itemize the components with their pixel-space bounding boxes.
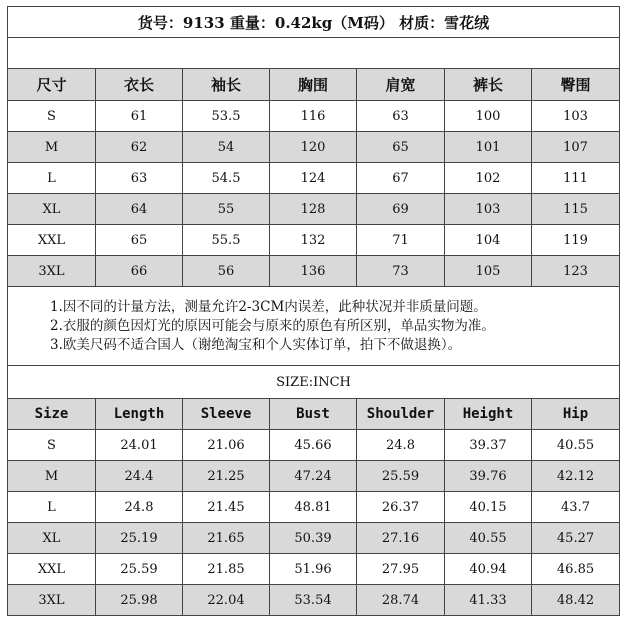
en-cell: 47.24 (270, 461, 357, 492)
cn-cell: 53.5 (183, 101, 270, 132)
cn-cell: S (8, 101, 96, 132)
en-cell: 24.01 (96, 430, 183, 461)
product-title: 货号：9133 重量：0.42kg（M码） 材质：雪花绒 (8, 7, 620, 38)
cn-cell: 73 (357, 256, 445, 287)
cn-cell: 63 (96, 163, 183, 194)
cn-cell: 63 (357, 101, 445, 132)
notes-cell (8, 287, 620, 366)
en-cell: 21.85 (183, 554, 270, 585)
cn-header-cell: 衣长 (96, 69, 183, 101)
cn-cell: 103 (532, 101, 620, 132)
blank-row (8, 38, 620, 69)
cn-cell: 55.5 (183, 225, 270, 256)
note-line: 2.衣服的颜色因灯光的原因可能会与原来的原色有所区别，单品实物为准。 (50, 317, 495, 334)
unit-row (8, 366, 620, 399)
en-header-row (8, 399, 620, 430)
en-cell: 45.27 (532, 523, 620, 554)
notes-row (8, 287, 620, 366)
cn-cell: 119 (532, 225, 620, 256)
en-header-cell: Bust (270, 399, 357, 430)
en-header-cell: Height (445, 399, 532, 430)
cn-cell: 69 (357, 194, 445, 225)
cn-cell: 100 (445, 101, 532, 132)
en-header-cell: Size (8, 399, 96, 430)
en-cell: 21.25 (183, 461, 270, 492)
en-cell: 45.66 (270, 430, 357, 461)
cn-cell: 66 (96, 256, 183, 287)
en-cell: L (8, 492, 96, 523)
cn-cell: 116 (270, 101, 357, 132)
cn-cell: 107 (532, 132, 620, 163)
cn-header-cell: 臀围 (532, 69, 620, 101)
cn-cell: 67 (357, 163, 445, 194)
en-cell: 51.96 (270, 554, 357, 585)
cn-table-row (8, 163, 620, 194)
cn-header-cell: 胸围 (270, 69, 357, 101)
cn-cell: 136 (270, 256, 357, 287)
cn-cell: XL (8, 194, 96, 225)
en-cell: 21.06 (183, 430, 270, 461)
cn-cell: XXL (8, 225, 96, 256)
cn-cell: 104 (445, 225, 532, 256)
cn-cell: 3XL (8, 256, 96, 287)
en-cell: 22.04 (183, 585, 270, 616)
en-table-row (8, 461, 620, 492)
unit-label: SIZE:INCH (8, 366, 620, 399)
en-cell: XXL (8, 554, 96, 585)
en-cell: 39.37 (445, 430, 532, 461)
en-cell: 39.76 (445, 461, 532, 492)
cn-table-row (8, 101, 620, 132)
en-table-row (8, 554, 620, 585)
en-cell: 40.15 (445, 492, 532, 523)
en-cell: 46.85 (532, 554, 620, 585)
cn-header-cell: 尺寸 (8, 69, 96, 101)
cn-cell: 115 (532, 194, 620, 225)
en-header-cell: Sleeve (183, 399, 270, 430)
cn-cell: 103 (445, 194, 532, 225)
cn-cell: 54.5 (183, 163, 270, 194)
cn-cell: 55 (183, 194, 270, 225)
cn-cell: 71 (357, 225, 445, 256)
en-cell: S (8, 430, 96, 461)
en-table-row (8, 492, 620, 523)
cn-cell: 65 (96, 225, 183, 256)
cn-cell: 124 (270, 163, 357, 194)
en-cell: 21.45 (183, 492, 270, 523)
cn-cell: 65 (357, 132, 445, 163)
en-cell: 21.65 (183, 523, 270, 554)
en-cell: 24.4 (96, 461, 183, 492)
cn-cell: 111 (532, 163, 620, 194)
cn-table-row (8, 256, 620, 287)
cn-table-row (8, 194, 620, 225)
cn-cell: 56 (183, 256, 270, 287)
en-cell: 25.19 (96, 523, 183, 554)
size-chart (7, 6, 620, 616)
cn-cell: 132 (270, 225, 357, 256)
en-cell: 3XL (8, 585, 96, 616)
en-cell: 26.37 (357, 492, 445, 523)
title-row (8, 7, 620, 38)
cn-cell: 102 (445, 163, 532, 194)
cn-header-cell: 裤长 (445, 69, 532, 101)
cn-cell: 54 (183, 132, 270, 163)
note-line: 3.欧美尺码不适合国人（谢绝淘宝和个人实体订单，拍下不做退换）。 (50, 336, 462, 353)
en-cell: 25.59 (96, 554, 183, 585)
en-cell: 24.8 (357, 430, 445, 461)
en-cell: 42.12 (532, 461, 620, 492)
cn-cell: 105 (445, 256, 532, 287)
cn-cell: 64 (96, 194, 183, 225)
cn-cell: 101 (445, 132, 532, 163)
en-table-row (8, 523, 620, 554)
en-cell: 40.55 (532, 430, 620, 461)
blank-cell (8, 38, 620, 69)
en-header-cell: Length (96, 399, 183, 430)
cn-header-row (8, 69, 620, 101)
en-table-row (8, 585, 620, 616)
cn-header-cell: 肩宽 (357, 69, 445, 101)
en-cell: 53.54 (270, 585, 357, 616)
en-cell: 40.55 (445, 523, 532, 554)
cn-cell: 120 (270, 132, 357, 163)
en-cell: 48.81 (270, 492, 357, 523)
cn-table-row (8, 132, 620, 163)
note-line: 1.因不同的计量方法，测量允许2-3CM内误差，此种状况并非质量问题。 (50, 298, 487, 315)
en-cell: M (8, 461, 96, 492)
en-cell: 25.59 (357, 461, 445, 492)
en-cell: 28.74 (357, 585, 445, 616)
cn-cell: 61 (96, 101, 183, 132)
en-cell: 43.7 (532, 492, 620, 523)
en-cell: 25.98 (96, 585, 183, 616)
cn-cell: 128 (270, 194, 357, 225)
en-cell: 27.95 (357, 554, 445, 585)
en-cell: 27.16 (357, 523, 445, 554)
cn-cell: 62 (96, 132, 183, 163)
cn-header-cell: 袖长 (183, 69, 270, 101)
en-cell: XL (8, 523, 96, 554)
cn-cell: 123 (532, 256, 620, 287)
en-header-cell: Hip (532, 399, 620, 430)
en-header-cell: Shoulder (357, 399, 445, 430)
cn-cell: M (8, 132, 96, 163)
en-cell: 50.39 (270, 523, 357, 554)
en-table-row (8, 430, 620, 461)
en-cell: 41.33 (445, 585, 532, 616)
cn-table-row (8, 225, 620, 256)
en-cell: 40.94 (445, 554, 532, 585)
cn-cell: L (8, 163, 96, 194)
en-cell: 24.8 (96, 492, 183, 523)
en-cell: 48.42 (532, 585, 620, 616)
